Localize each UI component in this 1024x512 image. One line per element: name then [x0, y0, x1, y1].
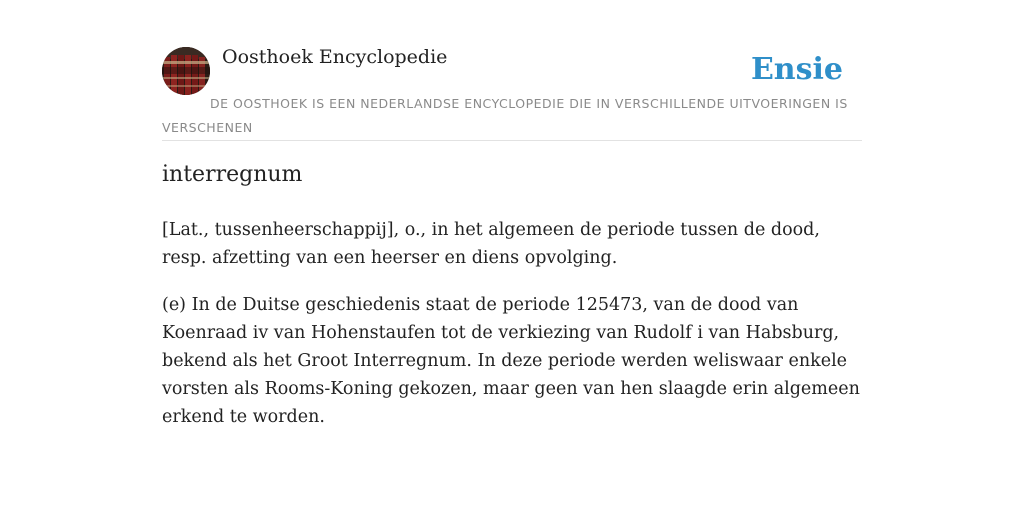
- entry-paragraph: [Lat., tussenheerschappij], o., in het algemeen de periode tussen de dood, resp. afzetting van een heerser en diens opvolging.: [162, 220, 820, 268]
- entry-title: interregnum: [162, 162, 303, 187]
- site-title[interactable]: Oosthoek Encyclopedie: [222, 46, 448, 68]
- page-container: [162, 0, 862, 427]
- site-tagline: DE OOSTHOEK IS EEN NEDERLANDSE ENCYCLOPEDIE DIE IN VERSCHILLENDE UITVOERINGEN IS VERSCHENEN: [162, 96, 848, 135]
- encyclopedia-books-icon[interactable]: [162, 47, 210, 95]
- ensie-logo-link[interactable]: Ensie: [750, 52, 843, 87]
- entry-paragraph: (e) In de Duitse geschiedenis staat de periode 125473, van de dood van Koenraad iv van Hohenstaufen tot de verkiezing van Rudolf i van Habsburg, bekend als het Groot Interregnum. In deze periode werden weliswaar enkele vorsten als Rooms-Koning gekozen, maar geen van hen slaagde erin algemeen erkend te worden.: [162, 295, 860, 427]
- header: [162, 0, 862, 141]
